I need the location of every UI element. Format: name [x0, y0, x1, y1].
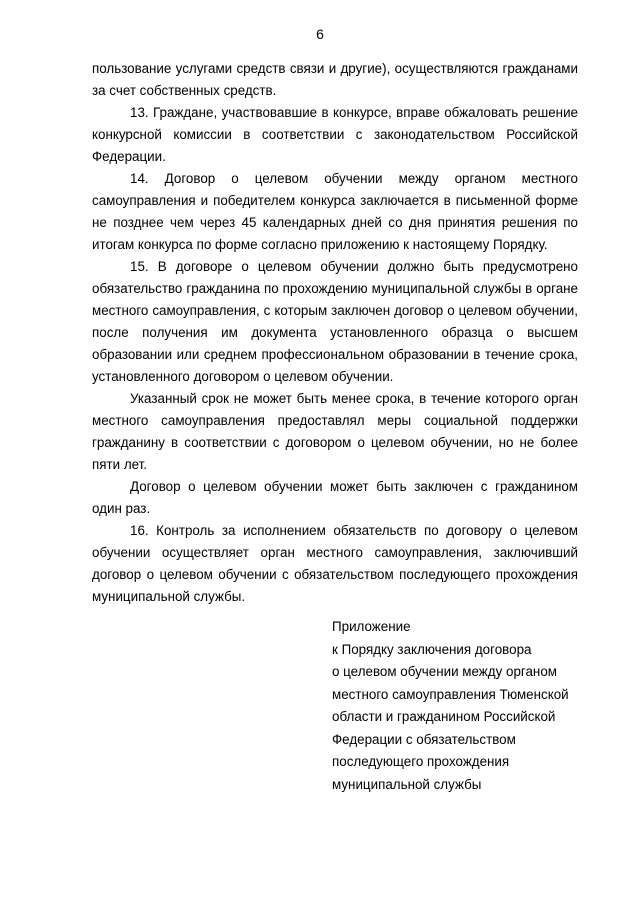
paragraph-14: 14. Договор о целевом обучении между органом местного самоуправления и победителем конкурса заключается в письменной форме не позднее чем через 45 календарных дней со дня принятия решения по итогам конкурса по форме согласно приложению к настоящему Порядку. — [92, 171, 578, 252]
document-body — [92, 58, 578, 608]
paragraph-13: 13. Граждане, участвовавшие в конкурсе, вправе обжаловать решение конкурсной комиссии в соответствии с законодательством Российской Федерации. — [92, 105, 578, 164]
appendix-line: последующего прохождения — [332, 754, 510, 769]
page-number: 6 — [316, 26, 324, 42]
appendix-line: Приложение — [332, 619, 411, 634]
paragraph-15-term: Указанный срок не может быть менее срока, в течение которого орган местного самоуправления предоставлял меры социальной поддержки гражданину в соответствии с договором о целевом обучении, но не более пяти лет. — [92, 391, 578, 472]
appendix-line: Федерации с обязательством — [332, 731, 516, 747]
appendix-line: о целевом обучении между органом — [332, 664, 557, 679]
appendix-line: к Порядку заключения договора — [332, 641, 532, 657]
appendix-line: местного самоуправления Тюменской — [332, 686, 569, 702]
appendix-line: муниципальной службы — [332, 776, 482, 792]
paragraph-16: 16. Контроль за исполнением обязательств по договору о целевом обучении осуществляет орган местного самоуправления, заключивший договор о целевом обучении с обязательством последующего прохождения муниципальной службы. — [92, 523, 578, 604]
paragraph-continuation: пользование услугами средств связи и другие), осуществляются гражданами за счет собственных средств. — [92, 61, 578, 98]
appendix-line: области и гражданином Российской — [332, 709, 556, 724]
paragraph-15-once: Договор о целевом обучении может быть заключен с гражданином один раз. — [92, 479, 578, 516]
appendix-heading — [332, 616, 592, 796]
paragraph-15: 15. В договоре о целевом обучении должно быть предусмотрено обязательство гражданина по прохождению муниципальной службы в органе местного самоуправления, с которым заключен договор о целевом обучении, после получения им документа установленного образца о высшем образовании или среднем профессиональном образовании в течение срока, установленного договором о целевом обучении. — [92, 259, 578, 384]
